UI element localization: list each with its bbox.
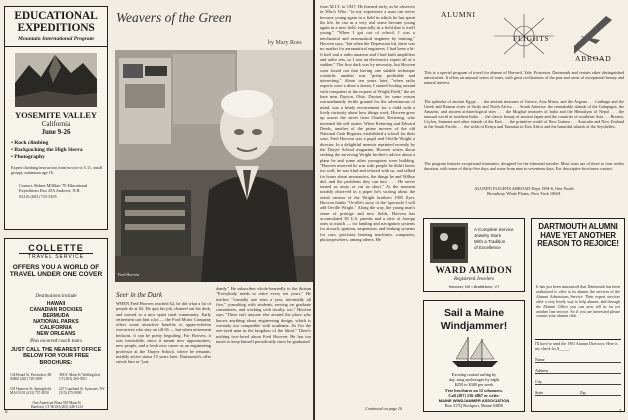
ad-subtitle: Mountain International Program xyxy=(18,36,94,42)
dartmouth-alumni-ad xyxy=(531,218,625,412)
collette-brand: COLLETTE xyxy=(19,243,93,254)
collette-office: 227 Copeland St. Syracuse, NY (315) 475-0000 xyxy=(59,387,105,396)
destination: CALIFORNIA xyxy=(40,325,72,332)
maine-price: $250 to $300 per week xyxy=(454,382,494,388)
form-field[interactable] xyxy=(535,352,621,363)
ad-dates: June 9-26 xyxy=(41,128,71,136)
jewelry-photo xyxy=(430,223,468,263)
maine-line: day, snug anchorages by night xyxy=(448,377,500,383)
form-field-label[interactable]: State xyxy=(535,390,543,395)
form-field-label: Name xyxy=(535,357,545,362)
tag-line: Jewelry Store xyxy=(474,233,502,238)
maine-assoc: MAINE WINDJAMMER ASSOCIATION xyxy=(438,398,510,404)
collette-cta: JUST CALL THE NEAREST OFFICE BELOW FOR YOUR FREE BROCHURE: xyxy=(10,347,102,366)
form-field-label: City xyxy=(535,379,542,384)
ward-sub: Registered Jewelers xyxy=(454,277,494,282)
collette-dest-label: Destinations include xyxy=(35,294,77,299)
collette-office: 368 S. Main St. Wallingford, CT (203) 265-5501 xyxy=(59,373,101,382)
form-field[interactable] xyxy=(535,363,621,374)
alumni-flights-ad xyxy=(421,4,626,210)
dartmouth-title: DARTMOUTH ALUMNI HAVE YET ANOTHER REASON TO REJOICE! xyxy=(537,222,619,249)
maine-windjammer-ad xyxy=(423,300,525,412)
destination: NEW ORLEANS xyxy=(36,331,76,338)
article-col-1: WHEN Fred Hooven reached 62, he did what a lot of people do at 62: He quit his job, cleaned out his desk, and moved to a nice quiet rural community. Early retirement can hint a lot — the Ford Motor Company offers some attractive benefits to upper-echelon executives who stay on till 65 — but when retirement beckons, it can be pretty beguiling. For Hooven, it was irresistible, since it meant new opportunities, new people, and a fresh new career as an engineering professor at the Thayer School, where he remains, notably active status 15 years later. Dartmouth's offer struck him as "just xyxy=(116,301,211,365)
flights-contact: ALUMNI FLIGHTS ABROAD Dept. DM-6, One North Broadway White Plains, New York 10601 xyxy=(474,186,574,197)
tag-line: A Complete Service xyxy=(474,227,514,232)
continued-note: Continued on page 10 xyxy=(365,406,403,411)
collette-office: One American Plaza 918 Main St. Hartford, CT 06103 (203) 246-1213 xyxy=(31,401,83,410)
ad-title-2: EXPEDITIONS xyxy=(17,22,95,34)
folio-right: 7 xyxy=(619,410,622,415)
ad-place: YOSEMITE VALLEY xyxy=(14,110,98,120)
right-page xyxy=(315,0,628,420)
ad-state: California xyxy=(41,120,71,128)
collette-ad xyxy=(4,238,108,410)
destination: NATIONAL PARKS xyxy=(33,319,79,326)
ward-address: Hanover, NH • Brattleboro, VT xyxy=(448,285,500,289)
form-field-label[interactable]: Zip xyxy=(580,390,586,395)
collette-plus: Plus escorted coach tours xyxy=(30,339,82,344)
maine-address: Box 317Q Rockport, Maine 04856 xyxy=(444,403,504,409)
collette-offer: OFFERS YOU A WORLD OF TRAVEL UNDER ONE COVER xyxy=(9,264,103,279)
form-field-label: Address xyxy=(535,368,549,373)
schooner-illustration xyxy=(448,335,502,369)
collette-sub: TRAVEL SERVICE xyxy=(27,254,85,260)
flights-heading-left: ALUMNI xyxy=(441,10,476,19)
ad-bullet: • Photography xyxy=(11,154,45,160)
ad-contact: Contact: Robert Mlllikin '70 Educational Expeditions Box 45A Andover, N.H. 03216 (603) 735-5495 xyxy=(19,183,88,199)
form-field[interactable] xyxy=(535,374,621,385)
flights-para-1: This is a special program of travel for alumni of Harvard, Yale, Princeton, Dartmouth and certain other distinguished universities. It offers an unusual series of tours, with great civilizations of the past and areas of exceptional beauty and natural interest. xyxy=(424,70,624,86)
flights-heading-mid: FLIGHTS xyxy=(513,34,550,43)
article-col-2: dandy." He subscribes whole-heartedly to the dictum "Everybody needs to retire every ten years." He teaches "formally one term a year, informally all five," consulting with students, serving on graduate committees, and working with faculty, too." Hooven says "There isn't anyone else around the place who knows anything about engineering design, which is certainly not compatible with academia. So I'm the one-eyed man in the kingdom of the blind." There's nothing two-faced about Fred Hooven: He has too much to keep himself periodically since he graduated xyxy=(216,286,311,344)
maine-title-1: Sail a Maine xyxy=(443,307,505,319)
tag-line: of Excellence xyxy=(474,245,501,250)
ad-body: Expert climbing instruction from novice to 5.11, small groups, minimum age 16. xyxy=(11,165,103,175)
destination: HAWAII xyxy=(46,301,66,307)
maine-line: Free brochures on 12 schooners. xyxy=(445,387,503,393)
ward-tagline xyxy=(474,227,524,251)
maine-title-2: Windjammer! xyxy=(440,320,508,332)
dartmouth-form xyxy=(535,339,621,409)
flights-para-3: The program features exceptional itineraries, designed for the educated traveler. Most tours are of three to four weeks duration, with some of thirty-five days and some from nine to seventeen days. For descriptive brochures contact: xyxy=(424,161,624,172)
form-label: I'll have to send the 1981 Alumni Directory. Here is my check for $_____. xyxy=(535,342,618,351)
maine-details xyxy=(424,372,524,408)
folio-left: 6 xyxy=(5,410,8,415)
article-subhead: Seer in the Dark xyxy=(116,291,163,299)
ad-bullet: • Rock climbing xyxy=(11,140,49,146)
collette-office: 134 Broad St. Pawtucket, RI 02860 (401) 728-3805 xyxy=(10,373,52,382)
maine-line: Call (207) 236-4867 or write: xyxy=(448,392,500,398)
flights-para-2: The splendor of ancient Egypt . . . the ancient treasures of Greece, Asia Minor, and the Aegean . . . Carthage and the Greek and Roman cities of Sicily and North Africa . . . South America: the remarkable islands of the Galapagos, the Amazon, and ancient archaeological sites . . . the Moghul treasures of India and the Himalayas of Nepal . . . the unusual world of southern India . . . the classic beauty of ancient Japan and the countries of southeast Asia . . . Borneo, Ceylon, Sumatra and other islands of the East . . . the primitive world of New Guinea . . . Australia and New Zealand in the South Pacific . . . the wilds of Kenya and Tanzania in East Africa and the beautiful islands of the Seychelles. xyxy=(424,99,624,130)
portrait-photo xyxy=(115,50,313,282)
left-page xyxy=(0,0,313,420)
article-title: Weavers of the Green xyxy=(116,10,232,25)
ad-bullet: • Backpacking the High Sierra xyxy=(11,147,83,153)
flights-heading-right: ABROAD xyxy=(575,54,612,63)
ward-name: WARD AMIDON xyxy=(435,266,513,276)
photo-caption: Fred Hooven xyxy=(118,272,139,277)
form-field-row xyxy=(535,385,621,396)
ward-amidon-ad xyxy=(423,218,525,292)
destination: CANADIAN ROCKIES xyxy=(29,307,83,314)
article-col-3: from M.I.T. in 1927. He learned early, as he observes in Who's Who: "in my experience a man can never become young again in a field in which he has spent his life, he can as a very real sense become young again in a new field, especially in a field that is itself young." "When I got out of school, I was a mechanical and aeronautical engineer by training," Hooven says, "but when the Depression hit, there was no market for aeronautical engineers. I had been a hi-fi buff and a radio amateur and I had built amplifiers and radio sets, so I was an electronics expert all of a sudden." The first dark was by necessity, but Hooven soon found out that having one salable technique scientific another was "pretty profitable and interesting." About ten years later, "when radio experts were a dime a dozen, I started fooling around with computers at the request of Wright Field," the air base near Dayton, Ohio. Dayton, for some reason extraordinarily fertile ground for the adventurous of mind, was a heady environment for a child with a lively curiosity about how things work. Hooven grew up across the street from Charles Kettering, who invented the self starter. When Kettering and Edward Deeds, another of the prime movers of the old National Cash Register, established a school for their sons, Fred Hooven was a pupil and Orville Wright a director. In a delightful memoir reprinted recently by the Thayer School magazine, Hooven writes about seeking the surviving Wright brother's advice about a plane he and some other youngsters were building. "Hooven reserved he was with people he didn't know too well, he was kind and relaxed with us, and talked for hours about aeronautics, the things he and Wilbur did, and the problems they ran into . . . He never turned us away or cut us short." At the moment notably observed in a paper he's writing about the aerial camera of the Wright brothers 1905 flyer, Hooven thinks "Orville's story of the 'spectacle I will add Orville Wright." Along the way, the young man's sense of prestige and new fields, Hooven has accumulated 38 U.S. patents and a slew of foreign ones to match — for landing and navigation systems for aircraft, ignition, suspension, and braking systems for cars; precision burning machines, computers, photoypesetters, among others. He xyxy=(320,4,415,243)
educational-expeditions-ad xyxy=(4,6,108,230)
tag-line: With a Tradition xyxy=(474,239,506,244)
ad-bullets xyxy=(11,140,105,161)
destination: BERMUDA xyxy=(42,313,70,320)
article-byline: by Mary Ross xyxy=(268,40,302,46)
dartmouth-body: It has just been announced that Dartmouth has been authorized to offer to its alumni the services of the Alumni Admissions Service. Their expert services offer a very lovely way to help alumni, and through the Alumni Office you can now tell in on yet another fine service. So if you are interested please contact your alumni club. xyxy=(536,285,620,319)
collette-office: 101 Hanover St. Springfield, MA 01101 (413) 737-2050 xyxy=(10,387,52,396)
ad-title-1: EDUCATIONAL xyxy=(14,10,98,22)
mountain-photo xyxy=(15,53,97,107)
maine-line: Exciting coastal sailing by xyxy=(451,372,497,377)
collette-destinations xyxy=(5,301,107,338)
